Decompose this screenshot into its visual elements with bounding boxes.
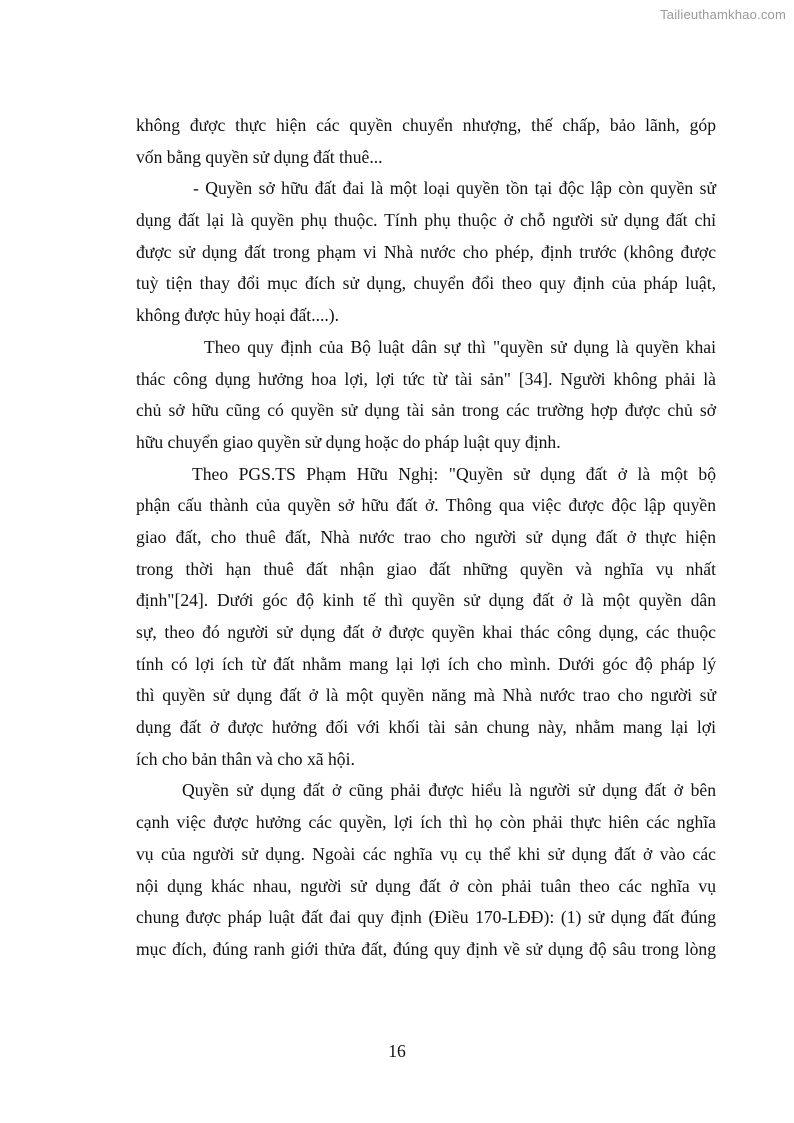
text-line: không được hủy hoại đất....).: [136, 305, 340, 326]
paragraph-5: [136, 775, 716, 965]
paragraph-2: [136, 173, 716, 331]
text-line: hữu chuyển giao quyền sử dụng hoặc do pháp luật quy định.: [136, 431, 561, 452]
text-line: sự, theo đó người sử dụng đất ở được quyền khai thác công dụng, các thuộc: [136, 622, 716, 642]
text-line: chủ sở hữu cũng có quyền sử dụng tài sản trong các trường hợp được chủ sở: [136, 400, 716, 421]
text-line: vốn bằng quyền sử dụng đất thuê...: [136, 146, 383, 167]
text-line: dụng đất lại là quyền phụ thuộc. Tính phụ thuộc ở chỗ người sử dụng đất chỉ: [136, 210, 716, 231]
text-line: chung được pháp luật đất đai quy định (Điều 170-LĐĐ): (1) sử dụng đất đúng: [136, 907, 716, 928]
text-line: thì quyền sử dụng đất ở là một quyền năng mà Nhà nước trao cho người sử: [136, 685, 716, 706]
paragraph-1: [136, 110, 716, 173]
document-body: [136, 110, 716, 966]
page-number: 16: [388, 1041, 406, 1061]
watermark-text: Tailieuthamkhao.com: [660, 7, 786, 22]
paragraph-3: [136, 332, 716, 459]
text-line: cạnh việc được hưởng các quyền, lợi ích thì họ còn phải thực hiên các nghĩa: [136, 812, 716, 833]
text-line: tuỳ tiện thay đổi mục đích sử dụng, chuyển đổi theo quy định của pháp luật,: [136, 273, 716, 294]
text-line: Quyền sử dụng đất ở cũng phải được hiểu là người sử dụng đất ở bên: [182, 780, 716, 801]
text-line: định"[24]. Dưới góc độ kinh tế thì quyền sử dụng đất ở là một quyền dân: [136, 590, 716, 611]
text-line: vụ của người sử dụng. Ngoài các nghĩa vụ cụ thể khi sử dụng đất ở vào các: [136, 843, 716, 864]
paragraph-4: [136, 459, 716, 776]
text-line: mục đích, đúng ranh giới thửa đất, đúng quy định về sử dụng độ sâu trong lòng: [136, 938, 716, 959]
text-line: phận cấu thành của quyền sở hữu đất ở. Thông qua việc được độc lập quyền: [136, 495, 716, 516]
text-line: nội dụng khác nhau, người sử dụng đất ở còn phải tuân theo các nghĩa vụ: [136, 875, 716, 896]
text-line: Theo quy định của Bộ luật dân sự thì "quyền sử dụng là quyền khai: [204, 336, 716, 357]
text-line: được sử dụng đất trong phạm vi Nhà nước cho phép, định trước (không được: [136, 241, 716, 262]
text-line: Theo PGS.TS Phạm Hữu Nghị: "Quyền sử dụng đất ở là một bộ: [192, 463, 716, 484]
text-line: tính có lợi ích từ đất nhằm mang lại lợi ích cho mình. Dưới góc độ pháp lý: [136, 653, 716, 674]
text-line: - Quyền sở hữu đất đai là một loại quyền tồn tại độc lập còn quyền sử: [193, 178, 716, 199]
text-line: trong thời hạn thuê đất nhận giao đất những quyền và nghĩa vụ nhất: [136, 558, 716, 579]
text-line: dụng đất ở được hưởng đối với khối tài sản chung này, nhằm mang lại lợi: [136, 717, 716, 738]
text-line: thác công dụng hưởng hoa lợi, lợi tức từ tài sản" [34]. Người không phải là: [136, 368, 716, 389]
text-line: không được thực hiện các quyền chuyển nhượng, thế chấp, bảo lãnh, góp: [136, 115, 716, 135]
text-line: giao đất, cho thuê đất, Nhà nước trao cho người sử dụng đất ở thực hiện: [136, 526, 716, 547]
text-line: ích cho bản thân và cho xã hội.: [136, 748, 355, 769]
